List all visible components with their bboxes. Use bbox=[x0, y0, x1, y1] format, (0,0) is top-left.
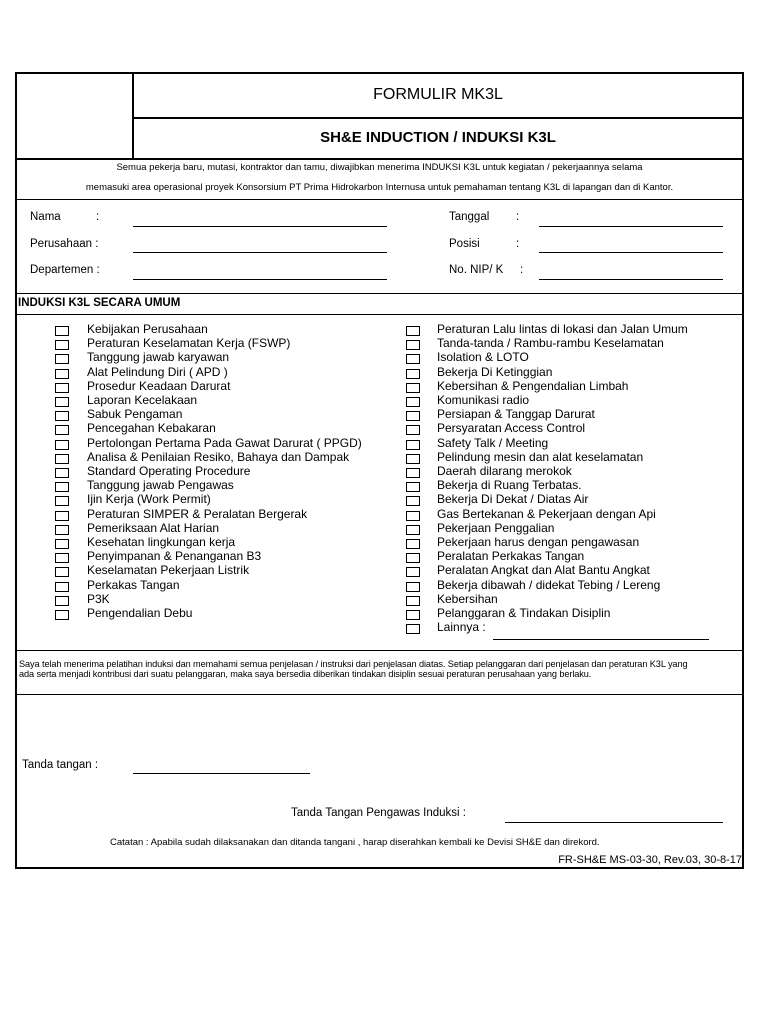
left-checkbox[interactable] bbox=[55, 468, 69, 478]
intro-line-1: Semua pekerja baru, mutasi, kontraktor dan tamu, diwajibkan menerima INDUKSI K3L untuk kegiatan / pekerjaannya selama bbox=[116, 162, 643, 173]
left-checkbox[interactable] bbox=[55, 383, 69, 393]
left-item-label: Pengendalian Debu bbox=[87, 606, 193, 620]
left-item-label: Tanggung jawab Pengawas bbox=[87, 478, 234, 493]
right-checkbox[interactable] bbox=[406, 326, 420, 336]
right-checkbox[interactable] bbox=[406, 567, 420, 577]
nama-colon: : bbox=[96, 211, 100, 223]
header-bottom-line bbox=[15, 158, 744, 160]
left-item-label: Pencegahan Kebakaran bbox=[87, 421, 216, 436]
perusahaan-label: Perusahaan : bbox=[30, 238, 99, 250]
left-checkbox[interactable] bbox=[55, 511, 69, 521]
right-item-label: Peralatan Angkat dan Alat Bantu Angkat bbox=[437, 563, 650, 578]
left-item-label: Kebijakan Perusahaan bbox=[87, 322, 208, 336]
left-item-label: P3K bbox=[87, 591, 110, 606]
right-checkbox[interactable] bbox=[406, 454, 420, 464]
declaration-line-2: ada serta menjadi kontribusi dari suatu pelanggaran, maka saya bersedia diberikan tindakan disiplin sesuai peraturan perusahaan yang berlaku. bbox=[19, 669, 592, 679]
right-checkbox[interactable] bbox=[406, 624, 420, 634]
right-item-label: Pelanggaran & Tindakan Disiplin bbox=[437, 606, 611, 620]
right-item-label: Pekerjaan Penggalian bbox=[437, 520, 555, 535]
section-bottom-line bbox=[15, 314, 744, 315]
left-checkbox[interactable] bbox=[55, 582, 69, 592]
lainnya-field[interactable] bbox=[493, 639, 709, 640]
left-checkbox[interactable] bbox=[55, 440, 69, 450]
left-item-label: Ijin Kerja (Work Permit) bbox=[87, 492, 211, 507]
nip-label: No. NIP/ K bbox=[449, 264, 504, 276]
left-checkbox[interactable] bbox=[55, 610, 69, 620]
right-item-label: Kebersihan & Pengendalian Limbah bbox=[437, 378, 629, 393]
right-checkbox[interactable] bbox=[406, 496, 420, 506]
right-item-label: Isolation & LOTO bbox=[437, 350, 529, 365]
right-checkbox[interactable] bbox=[406, 397, 420, 407]
right-checkbox[interactable] bbox=[406, 553, 420, 563]
right-item-label: Persiapan & Tanggap Darurat bbox=[437, 407, 595, 422]
fields-bottom-line bbox=[15, 293, 744, 294]
left-item-label: Pemeriksaan Alat Harian bbox=[87, 520, 220, 535]
departemen-label: Departemen : bbox=[30, 264, 100, 276]
right-item-label: Peralatan Perkakas Tangan bbox=[437, 549, 585, 564]
left-checkbox[interactable] bbox=[55, 567, 69, 577]
posisi-label: Posisi bbox=[449, 238, 480, 250]
nama-field[interactable] bbox=[133, 226, 387, 227]
right-checkbox[interactable] bbox=[406, 369, 420, 379]
right-checkbox[interactable] bbox=[406, 596, 420, 606]
right-checkbox[interactable] bbox=[406, 340, 420, 350]
nip-colon: : bbox=[520, 264, 524, 276]
left-checkbox[interactable] bbox=[55, 340, 69, 350]
footer-note: Catatan : Apabila sudah dilaksanakan dan ditanda tangani , harap diserahkan kembali ke Devisi SH&E dan direkord. bbox=[110, 837, 600, 848]
left-checkbox[interactable] bbox=[55, 496, 69, 506]
left-item-label: Peraturan Keselamatan Kerja (FSWP) bbox=[87, 336, 291, 351]
header-divider bbox=[132, 117, 744, 119]
right-item-label: Persyaratan Access Control bbox=[437, 421, 586, 436]
left-checkbox[interactable] bbox=[55, 454, 69, 464]
right-checkbox[interactable] bbox=[406, 354, 420, 364]
right-item-label: Daerah dilarang merokok bbox=[437, 464, 572, 478]
left-item-label: Analisa & Penilaian Resiko, Bahaya dan Dampak bbox=[87, 449, 350, 464]
right-checkbox[interactable] bbox=[406, 511, 420, 521]
right-item-label: Bekerja di Ruang Terbatas. bbox=[437, 478, 582, 493]
left-item-label: Keselamatan Pekerjaan Listrik bbox=[87, 563, 250, 578]
right-item-label: Tanda-tanda / Rambu-rambu Keselamatan bbox=[437, 336, 664, 351]
nama-label: Nama bbox=[30, 211, 61, 223]
form-code: FR-SH&E MS-03-30, Rev.03, 30-8-17 bbox=[558, 854, 742, 866]
right-checkbox[interactable] bbox=[406, 468, 420, 478]
section-title: INDUKSI K3L SECARA UMUM bbox=[18, 297, 181, 309]
left-item-label: Kesehatan lingkungan kerja bbox=[87, 535, 236, 549]
checklist-bottom-line bbox=[15, 650, 744, 651]
right-checkbox[interactable] bbox=[406, 383, 420, 393]
left-item-label: Alat Pelindung Diri ( APD ) bbox=[87, 364, 228, 379]
right-item-label: Pelindung mesin dan alat keselamatan bbox=[437, 449, 644, 464]
right-checkbox[interactable] bbox=[406, 411, 420, 421]
left-item-label: Perkakas Tangan bbox=[87, 577, 180, 592]
tanggal-field[interactable] bbox=[539, 226, 723, 227]
left-checkbox[interactable] bbox=[55, 539, 69, 549]
right-item-label: Bekerja Di Ketinggian bbox=[437, 364, 553, 379]
left-item-label: Sabuk Pengaman bbox=[87, 407, 183, 422]
right-item-label: Safety Talk / Meeting bbox=[437, 435, 549, 450]
left-item-label: Standard Operating Procedure bbox=[87, 464, 251, 478]
left-item-label: Tanggung jawab karyawan bbox=[87, 350, 230, 365]
tanda-tangan-field[interactable] bbox=[133, 773, 310, 774]
right-item-label: Bekerja dibawah / didekat Tebing / Lereng bbox=[437, 577, 661, 592]
right-item-label: Bekerja Di Dekat / Diatas Air bbox=[437, 492, 589, 507]
left-checkbox[interactable] bbox=[55, 397, 69, 407]
left-checkbox[interactable] bbox=[55, 354, 69, 364]
left-checkbox[interactable] bbox=[55, 553, 69, 563]
left-checkbox[interactable] bbox=[55, 596, 69, 606]
declaration-line-1: Saya telah menerima pelatihan induksi dan memahami semua penjelasan / instruksi dari penjelasan diatas. Setiap pelanggaran dari penjelasan dan peraturan K3L yang bbox=[19, 659, 688, 669]
left-item-label: Pertolongan Pertama Pada Gawat Darurat ( PPGD) bbox=[87, 435, 362, 450]
left-checkbox[interactable] bbox=[55, 482, 69, 492]
form-title: FORMULIR MK3L bbox=[373, 86, 503, 103]
nip-field[interactable] bbox=[539, 279, 723, 280]
right-item-label: Peraturan Lalu lintas di lokasi dan Jalan Umum bbox=[437, 322, 688, 336]
left-item-label: Laporan Kecelakaan bbox=[87, 393, 198, 407]
departemen-field[interactable] bbox=[133, 279, 387, 280]
left-item-label: Prosedur Keadaan Darurat bbox=[87, 378, 231, 393]
left-checkbox[interactable] bbox=[55, 425, 69, 435]
right-item-label: Lainnya : bbox=[437, 620, 486, 635]
right-checkbox[interactable] bbox=[406, 525, 420, 535]
tanggal-colon: : bbox=[516, 211, 520, 223]
tanda-tangan-label: Tanda tangan : bbox=[22, 759, 99, 771]
left-item-label: Peraturan SIMPER & Peralatan Bergerak bbox=[87, 506, 308, 521]
right-checkbox[interactable] bbox=[406, 440, 420, 450]
intro-bottom-line bbox=[15, 199, 744, 200]
right-checkbox[interactable] bbox=[406, 539, 420, 549]
right-checkbox[interactable] bbox=[406, 425, 420, 435]
declaration-bottom-line bbox=[15, 694, 744, 695]
pengawas-label: Tanda Tangan Pengawas Induksi : bbox=[291, 807, 466, 819]
right-checkbox[interactable] bbox=[406, 582, 420, 592]
left-checkbox[interactable] bbox=[55, 326, 69, 336]
right-item-label: Kebersihan bbox=[437, 591, 498, 606]
left-checkbox[interactable] bbox=[55, 525, 69, 535]
pengawas-field[interactable] bbox=[505, 822, 723, 823]
right-checkbox[interactable] bbox=[406, 610, 420, 620]
form-subtitle: SH&E INDUCTION / INDUKSI K3L bbox=[320, 129, 556, 146]
tanggal-label: Tanggal bbox=[449, 211, 490, 223]
right-checkbox[interactable] bbox=[406, 482, 420, 492]
posisi-colon: : bbox=[516, 238, 520, 250]
left-item-label: Penyimpanan & Penanganan B3 bbox=[87, 549, 262, 564]
left-checkbox[interactable] bbox=[55, 369, 69, 379]
posisi-field[interactable] bbox=[539, 252, 723, 253]
left-checkbox[interactable] bbox=[55, 411, 69, 421]
perusahaan-field[interactable] bbox=[133, 252, 387, 253]
right-item-label: Pekerjaan harus dengan pengawasan bbox=[437, 535, 640, 549]
right-item-label: Komunikasi radio bbox=[437, 393, 530, 407]
intro-line-2: memasuki area operasional proyek Konsorsium PT Prima Hidrokarbon Internusa untuk pemahaman tentang K3L di lapangan dan di Kantor. bbox=[85, 182, 674, 193]
right-item-label: Gas Bertekanan & Pekerjaan dengan Api bbox=[437, 506, 656, 521]
